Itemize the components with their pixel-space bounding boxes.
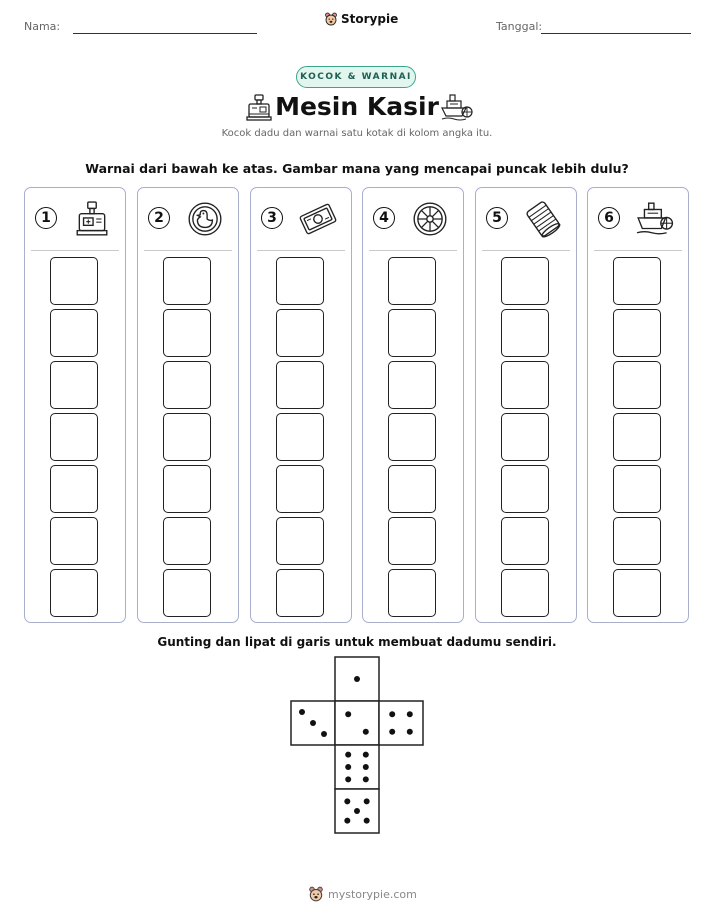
date-label: Tanggal: bbox=[496, 20, 543, 33]
dice-pip bbox=[345, 776, 351, 782]
dice-pip bbox=[345, 764, 351, 770]
dice-pip bbox=[344, 818, 350, 824]
dice-pip bbox=[321, 731, 327, 737]
cut-instruction: Gunting dan lipat di garis untuk membuat dadumu sendiri. bbox=[157, 635, 557, 649]
dice-pip bbox=[364, 818, 370, 824]
dice-pip bbox=[363, 729, 369, 735]
bear-mascot-icon bbox=[308, 886, 324, 902]
column-number: 6 bbox=[598, 207, 620, 229]
column-number: 2 bbox=[148, 207, 170, 229]
column-number: 4 bbox=[373, 207, 395, 229]
dice-face-6 bbox=[335, 745, 379, 789]
dice-pip bbox=[364, 798, 370, 804]
activity-badge: KOCOK & WARNAI bbox=[296, 66, 416, 88]
instruction: Warnai dari bawah ke atas. Gambar mana yang mencapai puncak lebih dulu? bbox=[85, 161, 629, 176]
dice-pip bbox=[345, 752, 351, 758]
dice-pip bbox=[389, 711, 395, 717]
dice-pip bbox=[299, 709, 305, 715]
dice-pip bbox=[354, 808, 360, 814]
dice-pip bbox=[363, 776, 369, 782]
dice-face-4 bbox=[379, 701, 423, 745]
footer-url: mystorypie.com bbox=[328, 887, 417, 901]
dice-face-5 bbox=[335, 789, 379, 833]
column-number: 5 bbox=[486, 207, 508, 229]
dice-pip bbox=[345, 711, 351, 717]
dice-pip bbox=[363, 752, 369, 758]
dice-face-3 bbox=[291, 701, 335, 745]
dice-pip bbox=[363, 764, 369, 770]
dice-pip bbox=[407, 711, 413, 717]
dice-pip bbox=[354, 676, 360, 682]
subtitle: Kocok dadu dan warnai satu kotak di kolom angka itu. bbox=[221, 128, 493, 139]
dice-pip bbox=[407, 729, 413, 735]
page-title: Mesin Kasir bbox=[275, 92, 439, 121]
brand-name: Storypie bbox=[341, 12, 399, 26]
dice-face-1 bbox=[335, 657, 379, 701]
name-label: Nama: bbox=[24, 20, 61, 33]
dice-face-2 bbox=[335, 701, 379, 745]
dice-pip bbox=[344, 798, 350, 804]
dice-pip bbox=[310, 720, 316, 726]
footer bbox=[308, 886, 417, 902]
column-number: 1 bbox=[35, 207, 57, 229]
dice-pip bbox=[389, 729, 395, 735]
column-number: 3 bbox=[261, 207, 283, 229]
